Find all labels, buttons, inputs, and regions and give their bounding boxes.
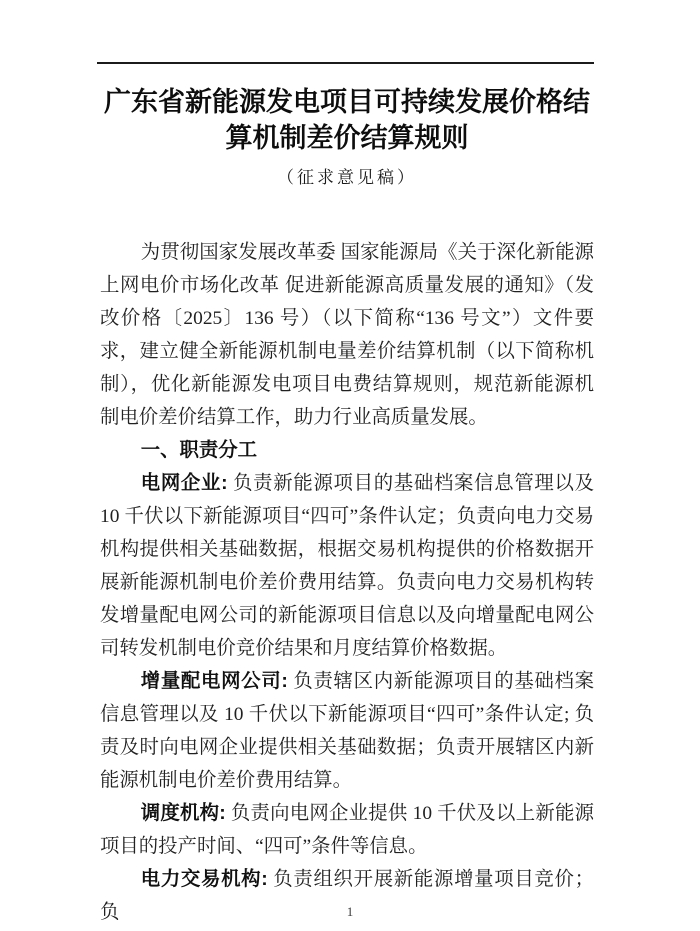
page-number: 1 xyxy=(346,904,354,919)
intro-paragraph xyxy=(100,236,594,434)
role-lead: 电力交易机构: xyxy=(140,868,268,890)
page-title: 广东省新能源发电项目可持续发展价格结算机制差价结算规则 xyxy=(104,87,590,153)
section-heading-text: 一、职责分工 xyxy=(140,439,258,461)
doc-subtitle: （征求意见稿） xyxy=(277,168,417,187)
role-paragraph xyxy=(100,665,594,797)
role-paragraph xyxy=(100,467,594,665)
role-paragraph xyxy=(100,797,594,863)
role-text: 负责组织开展新能源增量项目竞价；负 xyxy=(100,869,594,923)
role-lead: 调度机构: xyxy=(140,802,226,824)
role-lead: 增量配电网公司: xyxy=(140,670,288,692)
intro-paragraph-text: 为贯彻国家发展改革委 国家能源局《关于深化新能源上网电价市场化改革 促进新能源高质量发展的通知》（发改价格〔2025〕136 号）（以下简称“136 号文”）文件要求，建立健全新能源机制电量差价结算机制（以下简称机制），优化新能源发电项目电费结算规则，规范新能源机制电价差价结算工作，助力行业高质量发展。 xyxy=(100,242,594,428)
role-text: 负责向电网企业提供 10 千伏及以上新能源项目的投产时间、“四可”条件等信息。 xyxy=(100,803,594,857)
section-heading xyxy=(100,434,594,467)
role-text: 负责新能源项目的基础档案信息管理以及 10 千伏以下新能源项目“四可”条件认定；负责向电力交易机构提供相关基础数据，根据交易机构提供的价格数据开展新能源机制电价差价费用结算。负责向电力交易机构转发增量配电网公司的新能源项目信息以及向增量配电网公司转发机制电价竞价结果和月度结算价格数据。 xyxy=(100,473,594,659)
role-lead: 电网企业: xyxy=(140,472,228,494)
document-body xyxy=(100,236,594,929)
page-content xyxy=(100,0,594,929)
role-paragraph xyxy=(100,863,594,929)
role-text: 负责辖区内新能源项目的基础档案信息管理以及 10 千伏以下新能源项目“四可”条件认定; 负责及时向电网企业提供相关基础数据；负责开展辖区内新能源机制电价差价费用结算。 xyxy=(100,671,594,791)
